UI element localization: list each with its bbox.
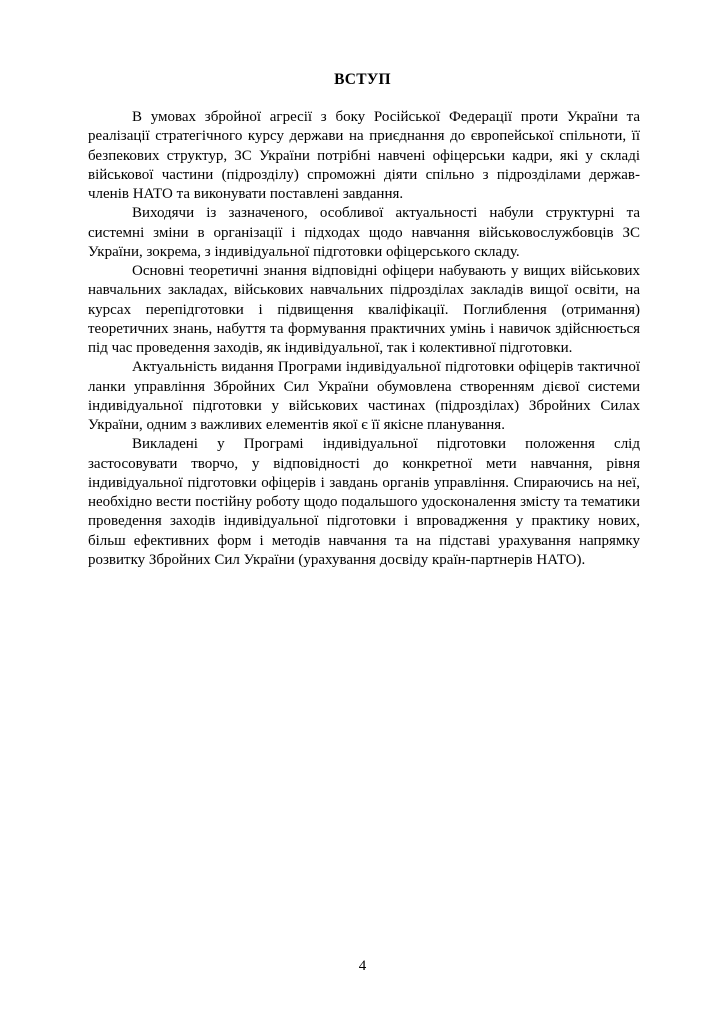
paragraph-4: Актуальність видання Програми індивідуальної підготовки офіцерів тактичної ланки управління Збройних Сил України обумовлена створенням дієвої системи індивідуальної підготовки у військових частинах (підрозділах) Збройних Силах України, одним з важливих елементів якої є її якісне планування. [88,359,640,433]
page-number: 4 [358,958,367,974]
body-text [88,108,640,570]
page-title: ВСТУП [334,71,391,88]
paragraph-3: Основні теоретичні знання відповідні офіцери набувають у вищих військових навчальних закладах, військових навчальних підрозділах закладів вищої освіти, на курсах перепідготовки і підвищення кваліфікації. Поглиблення (отримання) теоретичних знань, набуття та формування практичних умінь і навичок здійснюється під час проведення заходів, як індивідуальної, так і колективної підготовки. [88,263,640,356]
paragraph-1: В умовах збройної агресії з боку Російської Федерації проти України та реалізації стратегічного курсу держави на приєднання до європейської спільноти, її безпекових структур, ЗС України потрібні навчені офіцерськи кадри, які у складі військової частини (підрозділу) спроможні діяти спільно з підрозділами держав-членів НАТО та виконувати поставлені завдання. [88,109,640,202]
paragraph-2: Виходячи із зазначеного, особливої актуальності набули структурні та системні зміни в організації і підходах щодо навчання військовослужбовців ЗС України, зокрема, з індивідуальної підготовки офіцерського складу. [88,205,640,260]
paragraph-5: Викладені у Програмі індивідуальної підготовки положення слід застосовувати творчо, у відповідності до конкретної мети навчання, рівня індивідуальної підготовки офіцерів і завдань органів управління. Спираючись на неї, необхідно вести постійну роботу щодо подальшого удосконалення змісту та тематики проведення заходів індивідуальної підготовки і впровадження у практику нових, більш ефективних форм і методів навчання та на підставі урахування напрямку розвитку Збройних Сил України (урахування досвіду країн-партнерів НАТО). [88,436,640,568]
